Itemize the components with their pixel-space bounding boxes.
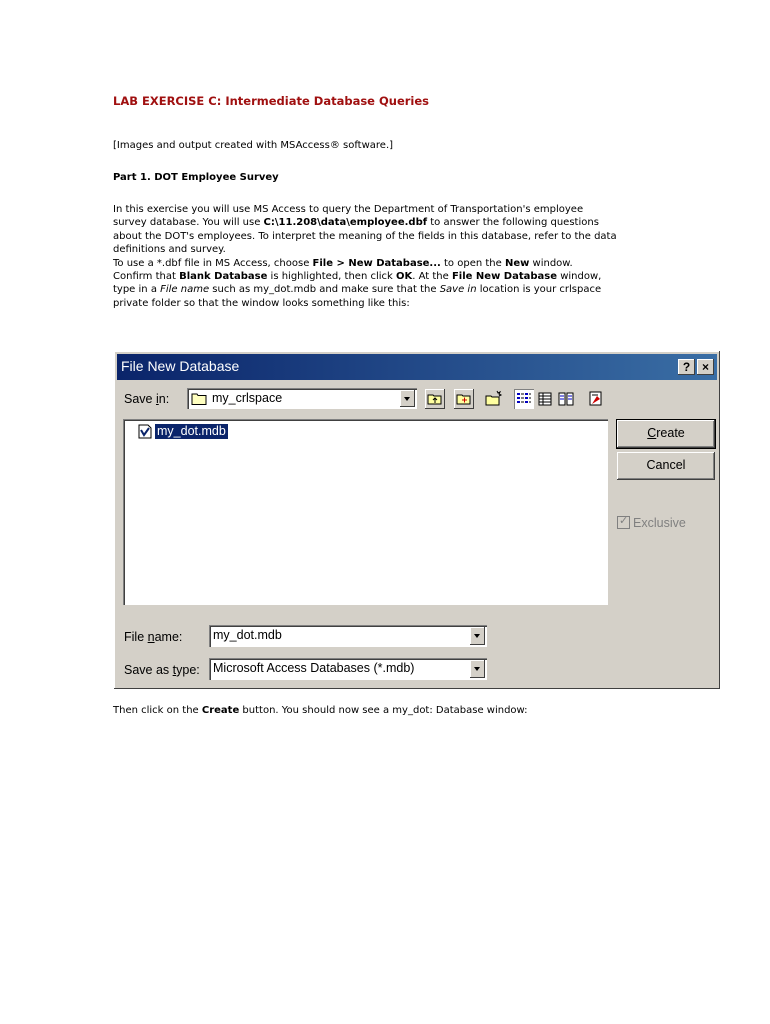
file-new-database-dialog (114, 351, 720, 689)
para-line: about the DOT's employees. To interpret the meaning of the fields in this database, refer to the data (113, 230, 617, 242)
lab-title: LAB EXERCISE C: Intermediate Database Queries (113, 94, 430, 108)
file-item-name: my_dot.mdb (157, 424, 226, 438)
para-line: definitions and survey. (113, 244, 226, 256)
new-folder-button[interactable] (483, 389, 503, 409)
part-heading: Part 1. DOT Employee Survey (113, 172, 279, 183)
chevron-down-icon[interactable] (400, 390, 415, 407)
up-folder-button[interactable] (425, 389, 445, 409)
save-type-label: Save as type: (124, 663, 200, 677)
close-button[interactable]: × (697, 359, 714, 375)
save-type-select[interactable] (209, 658, 487, 680)
software-note: [Images and output created with MSAccess® software.] (113, 140, 394, 151)
save-in-select[interactable] (187, 388, 417, 409)
save-in-value: my_crlspace (212, 391, 283, 405)
details-view-button[interactable] (535, 389, 555, 409)
exclusive-label: Exclusive (633, 516, 686, 530)
file-name-value: my_dot.mdb (213, 628, 282, 642)
create-button[interactable]: Create (617, 420, 715, 448)
para-line: Confirm that Blank Database is highlighted, then click OK. At the File New Database window, (113, 271, 602, 283)
list-view-icon (514, 389, 534, 409)
file-list[interactable] (123, 419, 608, 605)
file-name-label: File name: (124, 630, 183, 644)
dialog-title: File New Database (121, 358, 240, 374)
chevron-down-icon[interactable] (470, 627, 485, 645)
checkbox-icon (617, 516, 630, 529)
save-type-value: Microsoft Access Databases (*.mdb) (213, 661, 415, 675)
new-folder-icon (483, 389, 503, 409)
para-line: survey database. You will use C:\11.208\data\employee.dbf to answer the following questions (113, 217, 599, 229)
list-view-button[interactable] (514, 389, 534, 409)
properties-view-icon (556, 389, 576, 409)
properties-view-button[interactable] (556, 389, 576, 409)
para-line: To use a *.dbf file in MS Access, choose File > New Database... to open the New window. (113, 257, 573, 269)
tools-icon (586, 389, 606, 409)
details-view-icon (535, 389, 555, 409)
save-in-label: Save in: (124, 392, 170, 406)
desktop-icon (454, 389, 474, 409)
para-line: private folder so that the window looks something like this: (113, 297, 410, 309)
database-file-icon (137, 424, 153, 439)
instructions (113, 203, 673, 310)
cancel-button[interactable]: Cancel (617, 452, 715, 480)
dialog-titlebar[interactable] (117, 354, 717, 380)
tools-button[interactable] (586, 389, 606, 409)
chevron-down-icon[interactable] (470, 660, 485, 678)
help-button[interactable]: ? (678, 359, 695, 375)
para-line: type in a File name such as my_dot.mdb and make sure that the Save in location is your crlspace (113, 284, 602, 296)
folder-icon (191, 392, 207, 405)
file-name-input[interactable] (209, 625, 487, 647)
desktop-button[interactable] (454, 389, 474, 409)
para-line: In this exercise you will use MS Access to query the Department of Transportation's employee (113, 204, 584, 215)
after-text: Then click on the Create button. You should now see a my_dot: Database window: (113, 705, 528, 716)
exclusive-checkbox[interactable] (617, 516, 686, 530)
up-folder-icon (425, 389, 445, 409)
